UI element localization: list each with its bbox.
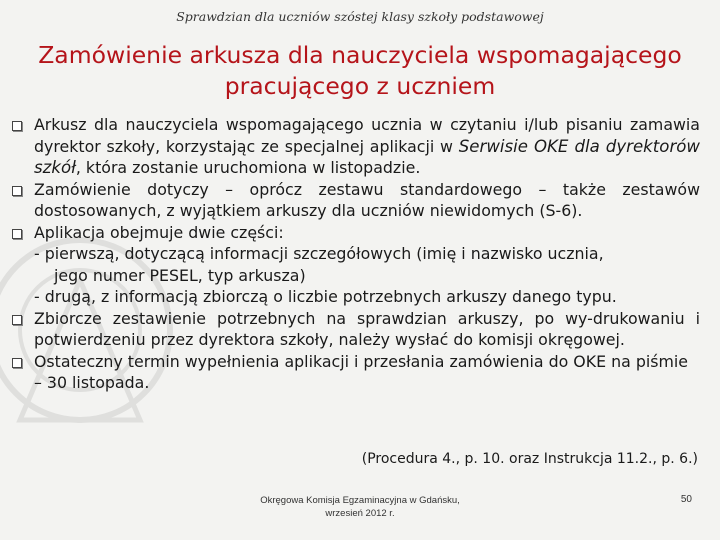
citation: (Procedura 4., p. 10. oraz Instrukcja 11.2., p. 6.) [361,451,698,467]
bullet-list [10,114,700,394]
bullet-item [10,179,700,222]
sub-item: - pierwszą, dotyczącą informacji szczegółowych (imię i nazwisko ucznia, [34,244,604,263]
bullet-text: Arkusz dla nauczyciela wspomagającego ucznia w czytaniu i/lub pisaniu zamawia dyrektor szkoły, korzystając ze specjalnej aplikacji w [34,115,700,156]
title-line-2: pracującego z uczniem [224,72,496,100]
bullet-square-icon [12,229,22,239]
bullet-text: Zbiorcze zestawienie potrzebnych na sprawdzian arkuszy, po wy-drukowaniu i potwierdzeniu przez dyrektora szkoły, należy wysłać do komisji okręgowej. [34,308,700,349]
sub-item-continuation: jego numer PESEL, typ arkusza) [54,265,306,285]
bullet-text: Aplikacja obejmuje dwie części: [34,222,284,242]
bullet-square-icon [12,358,22,368]
footer-line-2: wrzesień 2012 r. [325,508,395,519]
slide-header: Sprawdzian dla uczniów szóstej klasy szkoły podstawowej [176,9,544,24]
bullet-text: Ostateczny termin wypełnienia aplikacji i przesłania zamówienia do OKE na piśmie – 30 listopada. [34,351,688,392]
bullet-item [10,222,700,244]
bullet-square-icon [12,315,22,325]
bullet-square-icon [12,186,22,196]
page-number: 50 [680,494,692,505]
bullet-text: , która zostanie uruchomiona w listopadzie. [75,158,421,177]
bullet-item [10,351,700,394]
footer [220,494,500,520]
bullet-item [10,114,700,179]
title-line-1: Zamówienie arkusza dla nauczyciela wspomagającego [38,41,682,69]
bullet-text-italic: Serwisie OKE dla dyrektorów szkół [34,136,700,177]
footer-line-1: Okręgowa Komisja Egzaminacyjna w Gdańsku, [260,495,460,506]
slide-title [30,40,690,102]
bullet-square-icon [12,121,22,131]
bullet-text: Zamówienie dotyczy – oprócz zestawu standardowego – także zestawów dostosowanych, z wyjątkiem arkuszy dla uczniów niewidomych (S-6). [34,179,700,220]
bullet-item [10,308,700,351]
sub-item: - drugą, z informacją zbiorczą o liczbie potrzebnych arkuszy danego typu. [34,287,617,306]
